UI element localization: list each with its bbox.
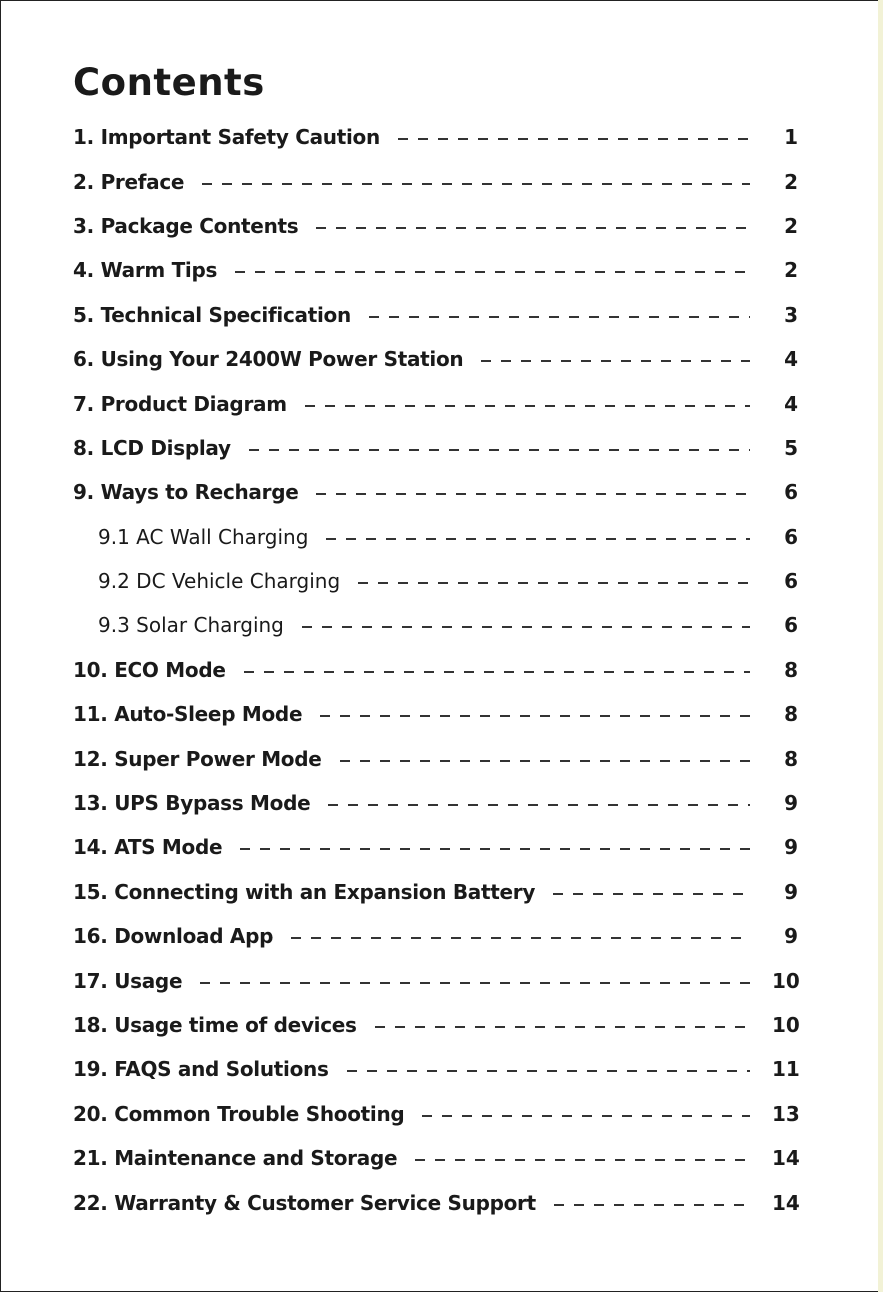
dotted-leader: [316, 227, 750, 229]
dotted-leader: [235, 271, 750, 273]
toc-entry-label: 11. Auto-Sleep Mode: [73, 702, 303, 727]
toc-entry-label: 8. LCD Display: [73, 435, 231, 460]
toc-entry[interactable]: [73, 914, 798, 958]
toc-page-number: 2: [784, 169, 798, 194]
toc-entry-label: 12. Super Power Mode: [73, 746, 322, 771]
toc-entry-label: 19. FAQS and Solutions: [73, 1057, 329, 1082]
dotted-leader: [202, 183, 750, 185]
dotted-leader: [244, 671, 750, 673]
toc-entry-label: 13. UPS Bypass Mode: [73, 791, 311, 816]
toc-page-number: 5: [784, 435, 798, 460]
toc-entry[interactable]: [73, 870, 798, 914]
toc-page-number: 6: [784, 613, 798, 638]
dotted-leader: [326, 538, 750, 540]
toc-page-number: 2: [784, 258, 798, 283]
toc-entry-label: 17. Usage: [73, 968, 183, 993]
page-edge-accent: [878, 0, 883, 1292]
toc-entry-label: 21. Maintenance and Storage: [73, 1146, 398, 1171]
toc-entry-label: 9.1 AC Wall Charging: [98, 524, 309, 549]
dotted-leader: [316, 493, 750, 495]
toc-entry[interactable]: [73, 736, 798, 780]
toc-page-number: 6: [784, 524, 798, 549]
toc-entry[interactable]: [73, 648, 798, 692]
dotted-leader: [481, 360, 750, 362]
toc-entry-label: 18. Usage time of devices: [73, 1013, 357, 1037]
toc-entry-label: 9.3 Solar Charging: [98, 613, 284, 638]
dotted-leader: [369, 316, 750, 318]
dotted-leader: [398, 138, 750, 140]
toc-entry[interactable]: [73, 1047, 798, 1091]
dotted-leader: [422, 1115, 750, 1117]
toc-entry[interactable]: [73, 381, 798, 425]
dotted-leader: [302, 626, 750, 628]
dotted-leader: [328, 804, 750, 806]
toc-entry-label: 9. Ways to Recharge: [73, 480, 299, 505]
toc-entry[interactable]: [73, 1003, 798, 1047]
toc-page-number: 8: [784, 746, 798, 771]
toc-page-number: 2: [784, 213, 798, 238]
dotted-leader: [415, 1159, 750, 1161]
toc-entry[interactable]: [73, 470, 798, 514]
toc-entry-label: 2. Preface: [73, 169, 185, 194]
toc-page-number: 11: [772, 1057, 800, 1082]
toc-page-number: 9: [784, 835, 798, 860]
dotted-leader: [200, 982, 750, 984]
toc-page-number: 10: [772, 1013, 800, 1037]
toc-page-number: 10: [772, 968, 800, 993]
toc-page-number: 9: [784, 879, 798, 904]
toc-entry-label: 9.2 DC Vehicle Charging: [98, 569, 341, 594]
toc-entry-label: 7. Product Diagram: [73, 391, 287, 416]
toc-entry-label: 15. Connecting with an Expansion Battery: [73, 879, 536, 904]
toc-page-number: 9: [784, 791, 798, 816]
toc-entry[interactable]: [73, 781, 798, 825]
toc-entry-label: 6. Using Your 2400W Power Station: [73, 347, 464, 372]
dotted-leader: [358, 582, 750, 584]
table-of-contents: [73, 115, 798, 1225]
page-title: Contents: [73, 61, 265, 104]
dotted-leader: [249, 449, 750, 451]
toc-entry[interactable]: [73, 293, 798, 337]
toc-entry[interactable]: [73, 1092, 798, 1136]
dotted-leader: [553, 893, 750, 895]
toc-page-number: 8: [784, 702, 798, 727]
toc-page-number: 13: [772, 1101, 800, 1126]
dotted-leader: [305, 405, 750, 407]
dotted-leader: [291, 937, 750, 939]
toc-page-number: 6: [784, 569, 798, 594]
toc-entry[interactable]: [73, 825, 798, 869]
toc-entry[interactable]: [73, 248, 798, 292]
dotted-leader: [320, 715, 750, 717]
toc-entry[interactable]: [73, 159, 798, 203]
toc-page-number: 4: [784, 391, 798, 416]
toc-entry[interactable]: [73, 958, 798, 1002]
toc-page-number: 1: [784, 125, 798, 150]
toc-entry[interactable]: [73, 426, 798, 470]
toc-entry-label: 3. Package Contents: [73, 213, 299, 238]
toc-entry[interactable]: [73, 692, 798, 736]
toc-entry-label: 20. Common Trouble Shooting: [73, 1101, 405, 1126]
toc-page-number: 9: [784, 924, 798, 949]
toc-entry[interactable]: [73, 1136, 798, 1180]
dotted-leader: [340, 760, 750, 762]
dotted-leader: [347, 1070, 750, 1072]
toc-entry-label: 1. Important Safety Caution: [73, 125, 380, 150]
dotted-leader: [554, 1204, 750, 1206]
toc-page-number: 4: [784, 347, 798, 372]
toc-subentry[interactable]: [73, 515, 798, 559]
toc-entry[interactable]: [73, 115, 798, 159]
toc-entry-label: 4. Warm Tips: [73, 258, 218, 283]
toc-entry-label: 16. Download App: [73, 924, 274, 949]
toc-page-number: 3: [784, 302, 798, 327]
toc-entry[interactable]: [73, 1180, 798, 1224]
toc-entry-label: 5. Technical Specification: [73, 302, 351, 327]
toc-entry-label: 14. ATS Mode: [73, 835, 223, 860]
dotted-leader: [375, 1026, 750, 1028]
toc-page-number: 14: [772, 1190, 800, 1215]
toc-subentry[interactable]: [73, 559, 798, 603]
toc-entry[interactable]: [73, 337, 798, 381]
toc-page-number: 14: [772, 1146, 800, 1171]
toc-page-number: 6: [784, 480, 798, 505]
toc-entry-label: 10. ECO Mode: [73, 657, 226, 682]
toc-entry-label: 22. Warranty & Customer Service Support: [73, 1190, 536, 1215]
dotted-leader: [240, 848, 750, 850]
toc-page-number: 8: [784, 657, 798, 682]
toc-subentry[interactable]: [73, 603, 798, 647]
toc-entry[interactable]: [73, 204, 798, 248]
